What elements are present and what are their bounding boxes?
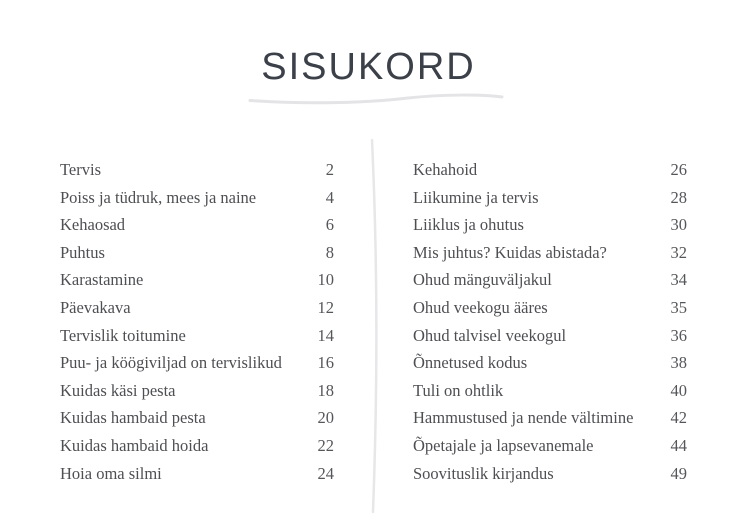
toc-entry-page: 22 [317, 435, 334, 455]
toc-entry-label: Liikumine ja tervis [413, 187, 539, 207]
toc-entry-label: Hammustused ja nende vältimine [413, 408, 634, 428]
toc-entry-label: Tervis [60, 160, 102, 179]
toc-right-column [413, 156, 687, 487]
toc-entry-label: Tervislik toitumine [60, 325, 186, 345]
toc-entry-page: 35 [670, 297, 687, 317]
toc-entry-label: Kuidas hambaid hoida [60, 435, 209, 455]
toc-entry-label: Soovituslik kirjandus [413, 463, 554, 483]
toc-entry [413, 211, 687, 239]
toc-entry [413, 184, 687, 212]
toc-entry [60, 156, 334, 184]
toc-entry-page: 24 [317, 463, 334, 483]
toc-entry-page: 4 [325, 187, 334, 207]
toc-entry-label: Õpetajale ja lapsevanemale [413, 435, 594, 455]
toc-entry [413, 404, 687, 432]
toc-entry-label: Päevakava [60, 297, 131, 317]
toc-entry-label: Hoia oma silmi [60, 463, 162, 483]
toc-entry [60, 294, 334, 322]
toc-entry [60, 211, 334, 239]
toc-entry [413, 349, 687, 377]
toc-entry-page: 18 [317, 380, 334, 400]
toc-entry-page: 8 [325, 242, 334, 262]
toc-entry-page: 26 [670, 160, 687, 179]
toc-entry-page: 36 [670, 325, 687, 345]
toc-entry [413, 460, 687, 488]
toc-entry [413, 377, 687, 405]
toc-entry-page: 38 [670, 353, 687, 373]
toc-entry-label: Ohud veekogu ääres [413, 297, 548, 317]
toc-entry-label: Kehahoid [413, 160, 478, 179]
toc-entry-page: 44 [670, 435, 687, 455]
toc-entry [413, 239, 687, 267]
toc-entry-label: Poiss ja tüdruk, mees ja naine [60, 187, 257, 207]
toc-entry-page: 42 [670, 408, 687, 428]
toc-entry-page: 28 [670, 187, 687, 207]
toc-entry-label: Liiklus ja ohutus [413, 215, 524, 235]
toc-entry [60, 432, 334, 460]
column-divider [366, 138, 384, 514]
toc-entry-page: 34 [670, 270, 687, 290]
toc-entry [413, 322, 687, 350]
toc-entry [413, 156, 687, 184]
toc-entry-page: 14 [317, 325, 334, 345]
title-underline-swoosh [246, 91, 506, 109]
toc-entry [60, 266, 334, 294]
toc-entry-page: 12 [317, 297, 334, 317]
toc-entry-label: Ohud mänguväljakul [413, 270, 552, 290]
toc-entry [60, 322, 334, 350]
toc-entry-label: Kehaosad [60, 215, 126, 235]
toc-entry-label: Mis juhtus? Kuidas abistada? [413, 242, 607, 262]
toc-entry [413, 294, 687, 322]
toc-entry-label: Puhtus [60, 242, 105, 262]
toc-entry-page: 30 [670, 215, 687, 235]
toc-entry-label: Puu- ja köögiviljad on tervislikud [60, 353, 282, 373]
toc-entry [60, 239, 334, 267]
toc-entry-page: 49 [670, 463, 687, 483]
toc-entry [60, 184, 334, 212]
toc-entry [413, 432, 687, 460]
toc-entry-page: 6 [325, 215, 334, 235]
toc-entry-page: 32 [670, 242, 687, 262]
toc-entry [60, 349, 334, 377]
toc-entry-label: Kuidas käsi pesta [60, 380, 176, 400]
toc-entry-label: Kuidas hambaid pesta [60, 408, 206, 428]
toc-entry-page: 10 [317, 270, 334, 290]
toc-entry-label: Ohud talvisel veekogul [413, 325, 567, 345]
toc-entry [60, 404, 334, 432]
page-title: SISUKORD [261, 46, 476, 88]
toc-entry [60, 377, 334, 405]
toc-left-column [60, 156, 334, 487]
toc-entry-page: 16 [317, 353, 334, 373]
toc-entry [60, 460, 334, 488]
toc-entry-label: Karastamine [60, 270, 144, 290]
toc-entry-page: 2 [325, 160, 334, 179]
toc-entry-page: 20 [317, 408, 334, 428]
toc-entry-page: 40 [670, 380, 687, 400]
toc-entry-label: Õnnetused kodus [413, 353, 528, 373]
toc-entry-label: Tuli on ohtlik [413, 380, 504, 400]
toc-entry [413, 266, 687, 294]
